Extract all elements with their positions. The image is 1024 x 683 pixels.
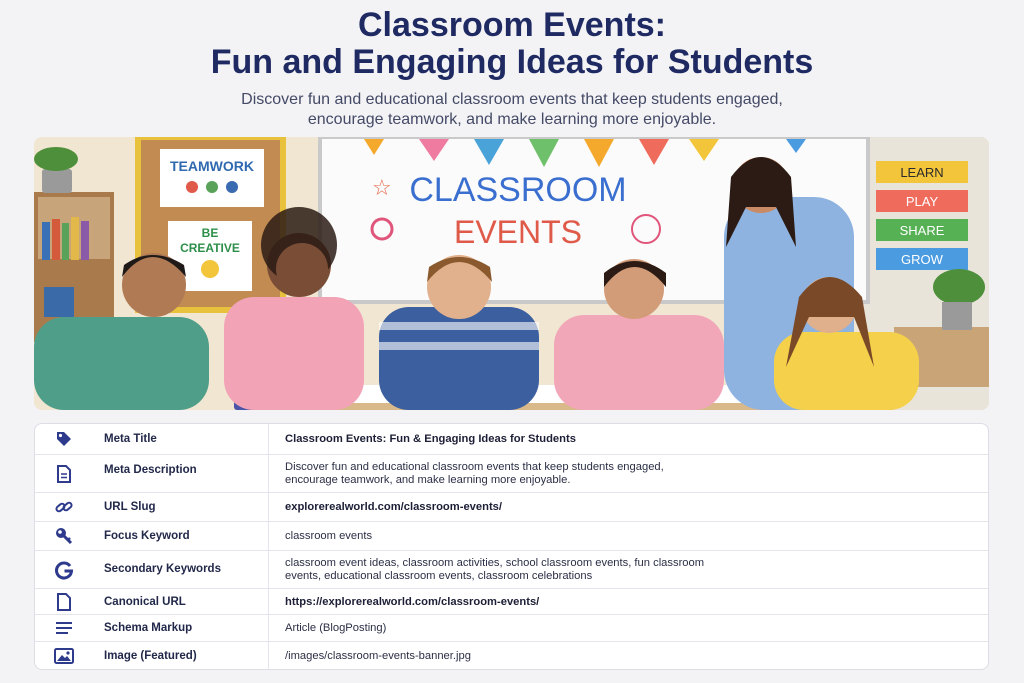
page-title-line-1: Classroom Events: [358,6,666,44]
table-row-meta-title [35,424,989,455]
poster-creative-text: CREATIVE [180,241,240,255]
student-4 [554,315,724,410]
sign-share-text: SHARE [899,223,945,238]
row-label: URL Slug [104,501,156,513]
table-row-canonical-url [35,589,989,615]
page-subtitle-line-2: encourage teamwork, and make learning more enjoyable. [307,111,717,128]
row-value: explorerealworld.com/classroom-events/ [285,501,502,513]
column-divider [268,615,269,641]
table-row-image-featured [35,642,989,670]
poster-be-text: BE [201,226,219,240]
sign-grow-text: GROW [901,252,943,267]
column-divider [268,424,269,454]
row-label: Meta Title [104,433,157,445]
row-value-line-1: classroom event ideas, classroom activities, school classroom events, fun classroom [285,557,705,569]
whiteboard-title-line-2: EVENTS [453,214,583,250]
table-row-url-slug [35,493,989,522]
column-divider [268,589,269,614]
google-icon [53,559,75,581]
star-doodle-icon: ☆ [372,176,392,201]
row-label: Meta Description [104,464,197,476]
column-divider [268,642,269,670]
page-subtitle-line-1: Discover fun and educational classroom events that keep students engaged, [241,91,783,108]
column-divider [268,522,269,550]
lightbulb-icon [201,260,219,278]
tag-icon [53,428,75,450]
row-value: /images/classroom-events-banner.jpg [285,650,471,662]
student-1 [34,317,209,410]
plant-pot [42,169,72,193]
document-icon [53,463,75,485]
row-label: Focus Keyword [104,530,190,542]
image-icon [53,645,75,667]
student-2 [224,297,364,410]
featured-image [34,137,989,410]
table-row-schema-markup [35,615,989,642]
table-row-secondary-keywords [35,551,989,589]
whiteboard-title-line-1: CLASSROOM [409,171,627,209]
row-value: classroom events [285,530,373,542]
file-icon [53,591,75,613]
poster-teamwork-text: TEAMWORK [170,158,254,174]
table-row-meta-description [35,455,989,493]
seo-metadata-table [34,423,989,670]
row-value: Classroom Events: Fun & Engaging Ideas for Students [285,433,576,445]
table-row-focus-keyword [35,522,989,551]
column-divider [268,493,269,521]
row-label: Image (Featured) [104,650,197,662]
link-icon [53,496,75,518]
row-value: Article (BlogPosting) [285,622,387,634]
column-divider [268,551,269,588]
page-title-line-2: Fun and Engaging Ideas for Students [210,43,814,81]
row-label: Secondary Keywords [104,563,221,575]
sign-learn-text: LEARN [900,165,944,180]
row-label: Schema Markup [104,622,193,634]
row-value: https://explorerealworld.com/classroom-events/ [285,596,540,608]
sign-play-text: PLAY [905,194,939,209]
row-label: Canonical URL [104,596,186,608]
classroom-illustration [34,137,989,410]
key-icon [53,525,75,547]
row-value-line-2: events, educational classroom events, classroom celebrations [285,570,593,582]
list-icon [53,617,75,639]
row-value-line-2: encourage teamwork, and make learning more enjoyable. [285,474,571,486]
column-divider [268,455,269,492]
row-value-line-1: Discover fun and educational classroom events that keep students engaged, [285,461,664,473]
